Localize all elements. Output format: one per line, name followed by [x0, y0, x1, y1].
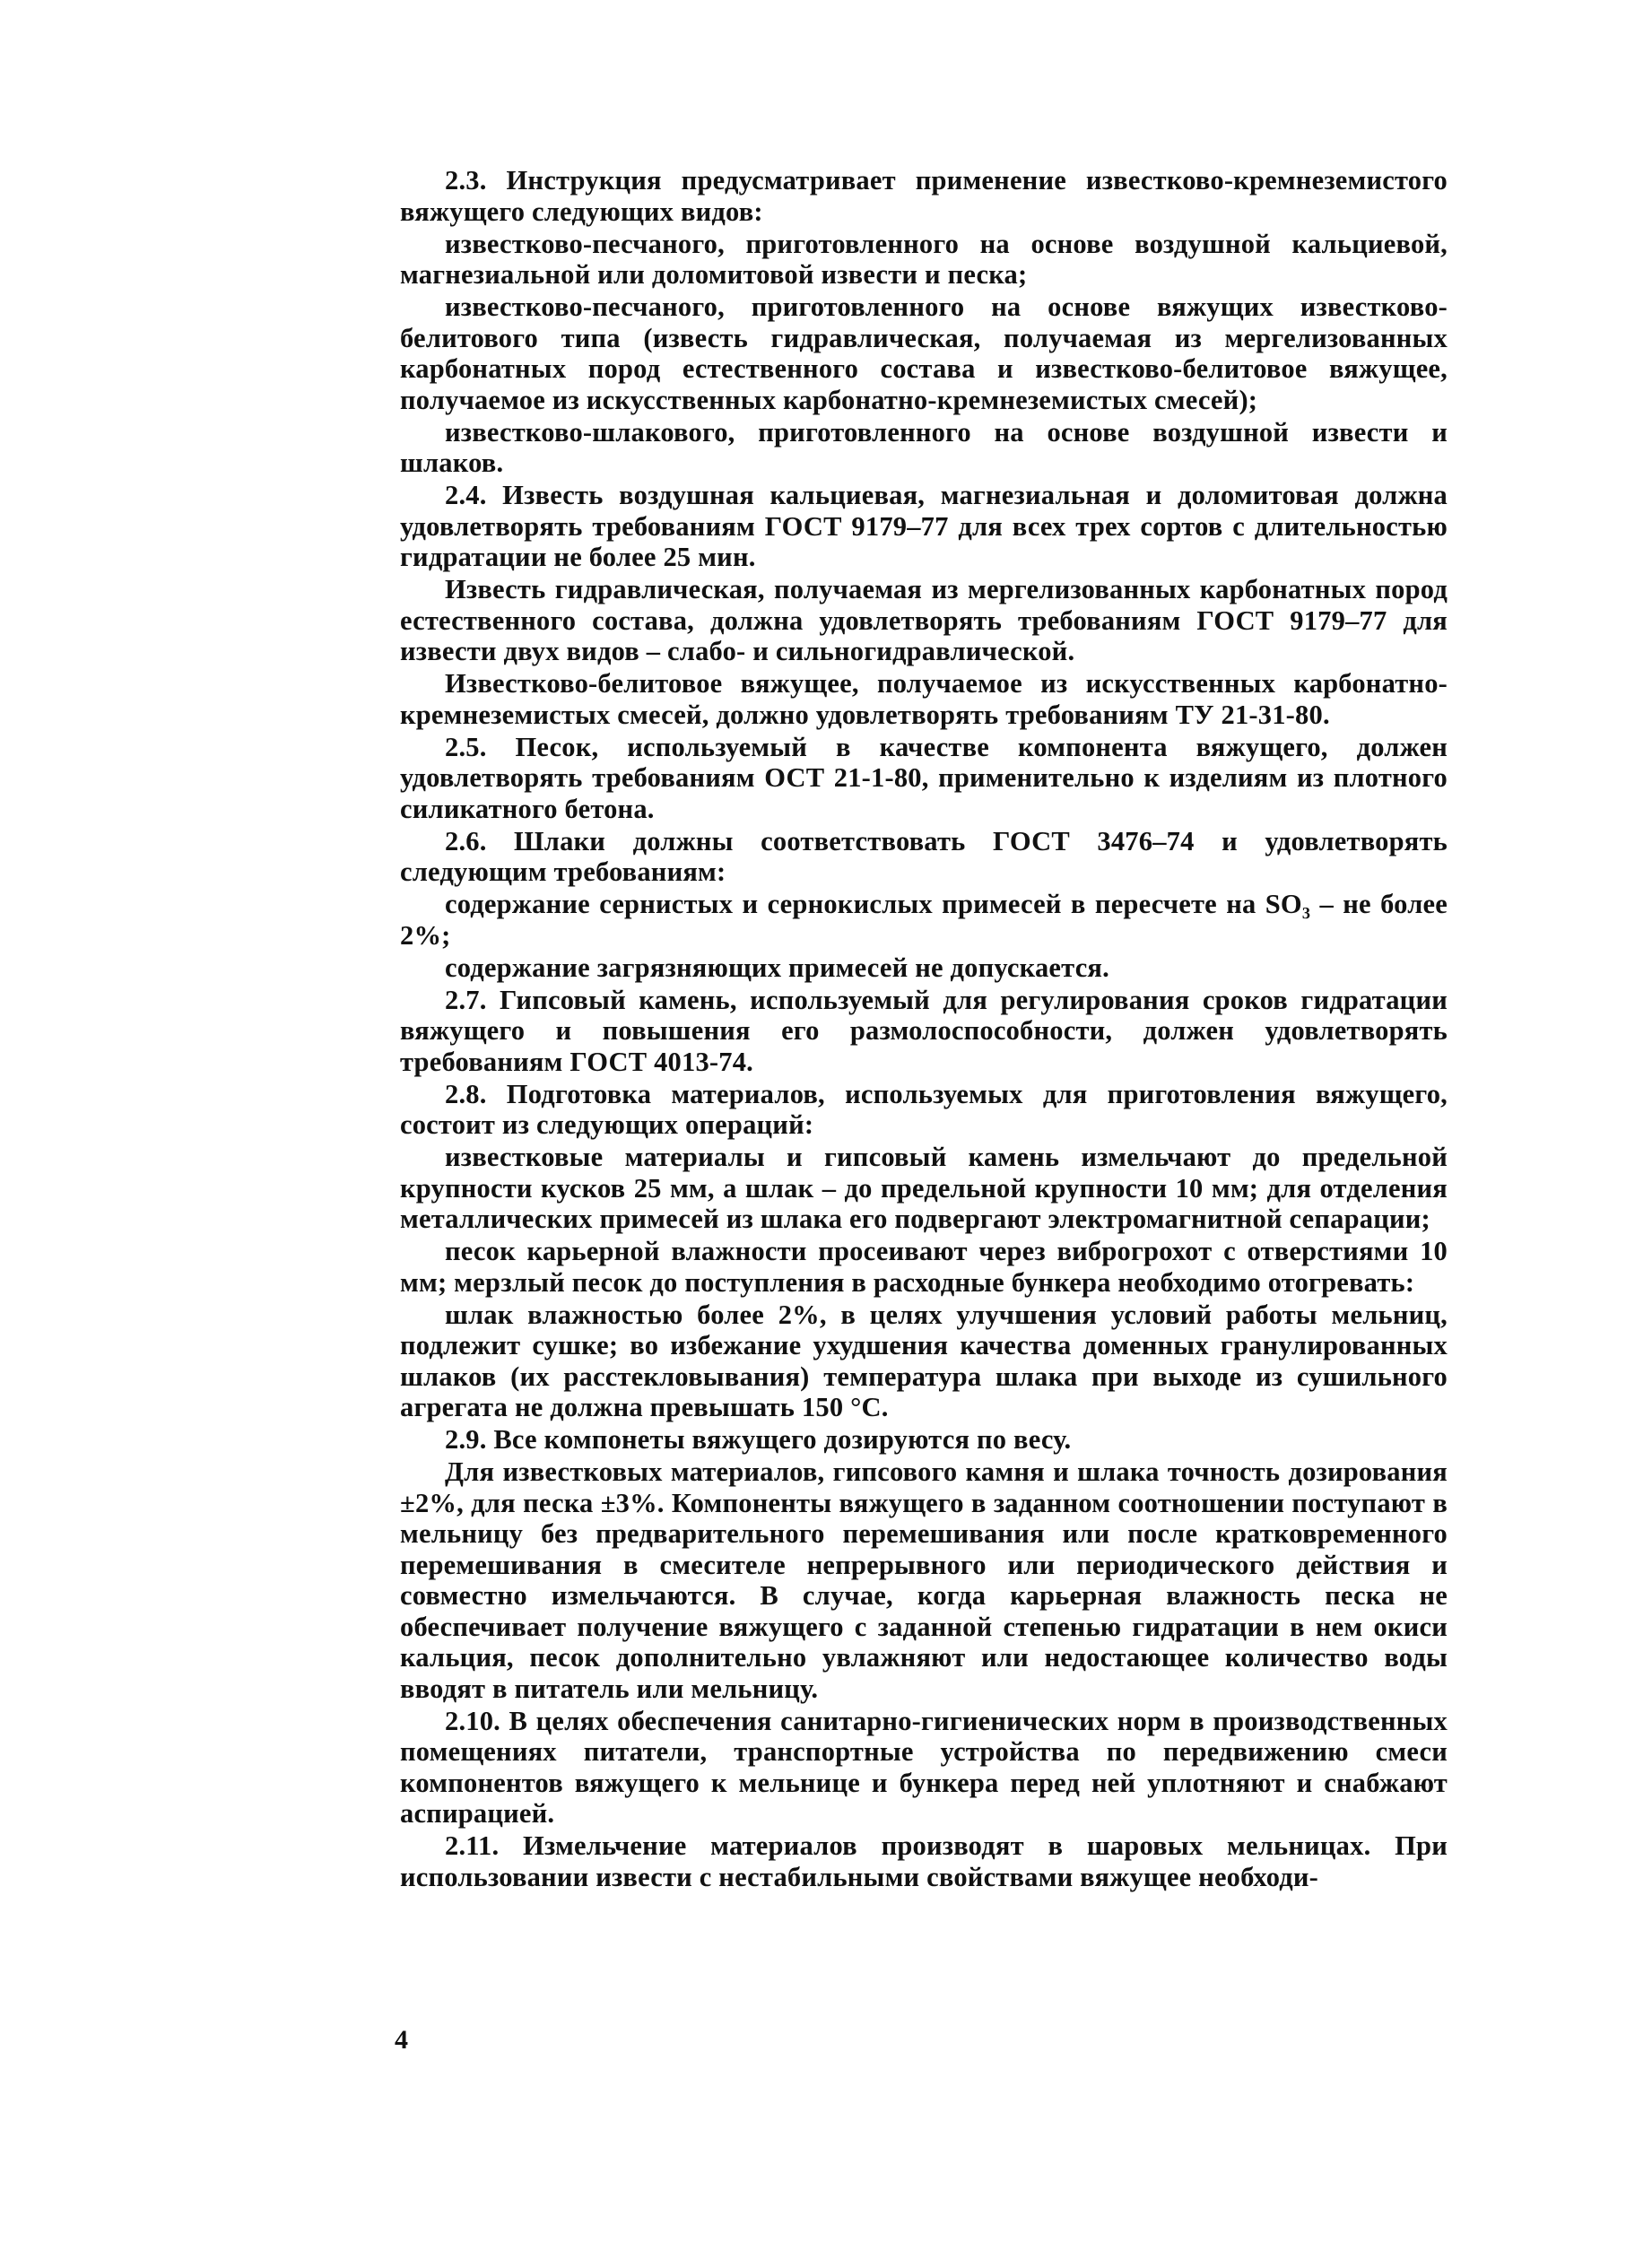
- paragraph-hydraulic-lime: Известь гидравлическая, получаемая из мергелизованных карбонатных пород естественного состава, должна удовлетворять требованиям ГОСТ 9179–77 для извести двух видов – слабо- и сильногидравлической.: [400, 574, 1448, 666]
- document-body: [400, 165, 1448, 1894]
- paragraph-2-5: 2.5. Песок, используемый в качестве компонента вяжущего, должен удовлетворять требованиям ОСТ 21-1-80, применительно к изделиям из плотного силикатного бетона.: [400, 731, 1448, 824]
- paragraph-2-10: 2.10. В целях обеспечения санитарно-гигиенических норм в производственных помещениях питатели, транспортные устройства по передвижению смеси компонентов вяжущего к мельнице и бункера перед ней уплотняют и снабжают аспирацией.: [400, 1705, 1448, 1829]
- paragraph-lime-belite-binder: Известково-белитовое вяжущее, получаемое из искусственных карбонатно-кремнеземистых смесей, должно удовлетворять требованиям ТУ 21-31-80.: [400, 668, 1448, 730]
- paragraph-2-6: 2.6. Шлаки должны соответствовать ГОСТ 3476–74 и удовлетворять следующим требованиям:: [400, 825, 1448, 887]
- paragraph-sulfur-content: содержание сернистых и сернокислых примесей в пересчете на SO₃ – не более 2%;: [400, 889, 1448, 951]
- page-number: 4: [395, 2025, 408, 2055]
- paragraph-2-9: 2.9. Все компонеты вяжущего дозируются по весу.: [445, 1424, 1072, 1455]
- paragraph-crushing: известковые материалы и гипсовый камень измельчают до предельной крупности кусков 25 мм, а шлак – до предельной крупности 10 мм; для отделения металлических примесей из шлака его подвергают электромагнитной сепарации;: [400, 1142, 1448, 1234]
- paragraph-lime-sand-belite: известково-песчаного, приготовленного на основе вяжущих известково-белитового типа (известь гидравлическая, получаемая из мергелизованных карбонатных пород естественного состава и известково-белитовое вяжущее, получаемое из искусственных карбонатно-кремнеземистых смесей);: [400, 291, 1448, 415]
- paragraph-2-8: 2.8. Подготовка материалов, используемых для приготовления вяжущего, состоит из следующих операций:: [400, 1078, 1448, 1140]
- paragraph-lime-sand: известково-песчаного, приготовленного на основе воздушной кальциевой, магнезиальной или доломитовой извести и песка;: [400, 228, 1448, 290]
- paragraph-2-11: 2.11. Измельчение материалов производят в шаровых мельницах. При использовании извести с нестабильными свойствами вяжущее необходи-: [400, 1830, 1448, 1892]
- paragraph-lime-slag: известково-шлакового, приготовленного на основе воздушной извести и шлаков.: [400, 416, 1448, 478]
- paragraph-sand-screening: песок карьерной влажности просеивают через виброгрохот с отверстиями 10 мм; мерзлый песок до поступления в расходные бункера необходимо отогревать:: [400, 1236, 1448, 1298]
- paragraph-slag-drying: шлак влажностью более 2%, в целях улучшения условий работы мельниц, подлежит сушке; во избежание ухудшения качества доменных гранулированных шлаков (их расстекловывания) температура шлака при выходе из сушильного агрегата не должна превышать 150 °С.: [400, 1299, 1448, 1422]
- paragraph-2-7: 2.7. Гипсовый камень, используемый для регулирования сроков гидратации вяжущего и повышения его размолоспособности, должен удовлетворять требованиям ГОСТ 4013-74.: [400, 984, 1448, 1077]
- paragraph-2-3: 2.3. Инструкция предусматривает применение известково-кремнеземистого вяжущего следующих видов:: [400, 165, 1448, 227]
- paragraph-dosing: Для известковых материалов, гипсового камня и шлака точность дозирования ±2%, для песка ±3%. Компоненты вяжущего в заданном соотношении поступают в мельницу без предварительного перемешивания или после кратковременного перемешивания в смесителе непрерывного или периодического действия и совместно измельчаются. В случае, когда карьерная влажность песка не обеспечивает получение вяжущего с заданной степенью гидратации в нем окиси кальция, песок дополнительно увлажняют или недостающее количество воды вводят в питатель или мельницу.: [400, 1456, 1448, 1704]
- paragraph-2-4: 2.4. Известь воздушная кальциевая, магнезиальная и доломитовая должна удовлетворять требованиям ГОСТ 9179–77 для всех трех сортов с длительностью гидратации не более 25 мин.: [400, 480, 1448, 572]
- paragraph-impurities: содержание загрязняющих примесей не допускается.: [445, 952, 1109, 983]
